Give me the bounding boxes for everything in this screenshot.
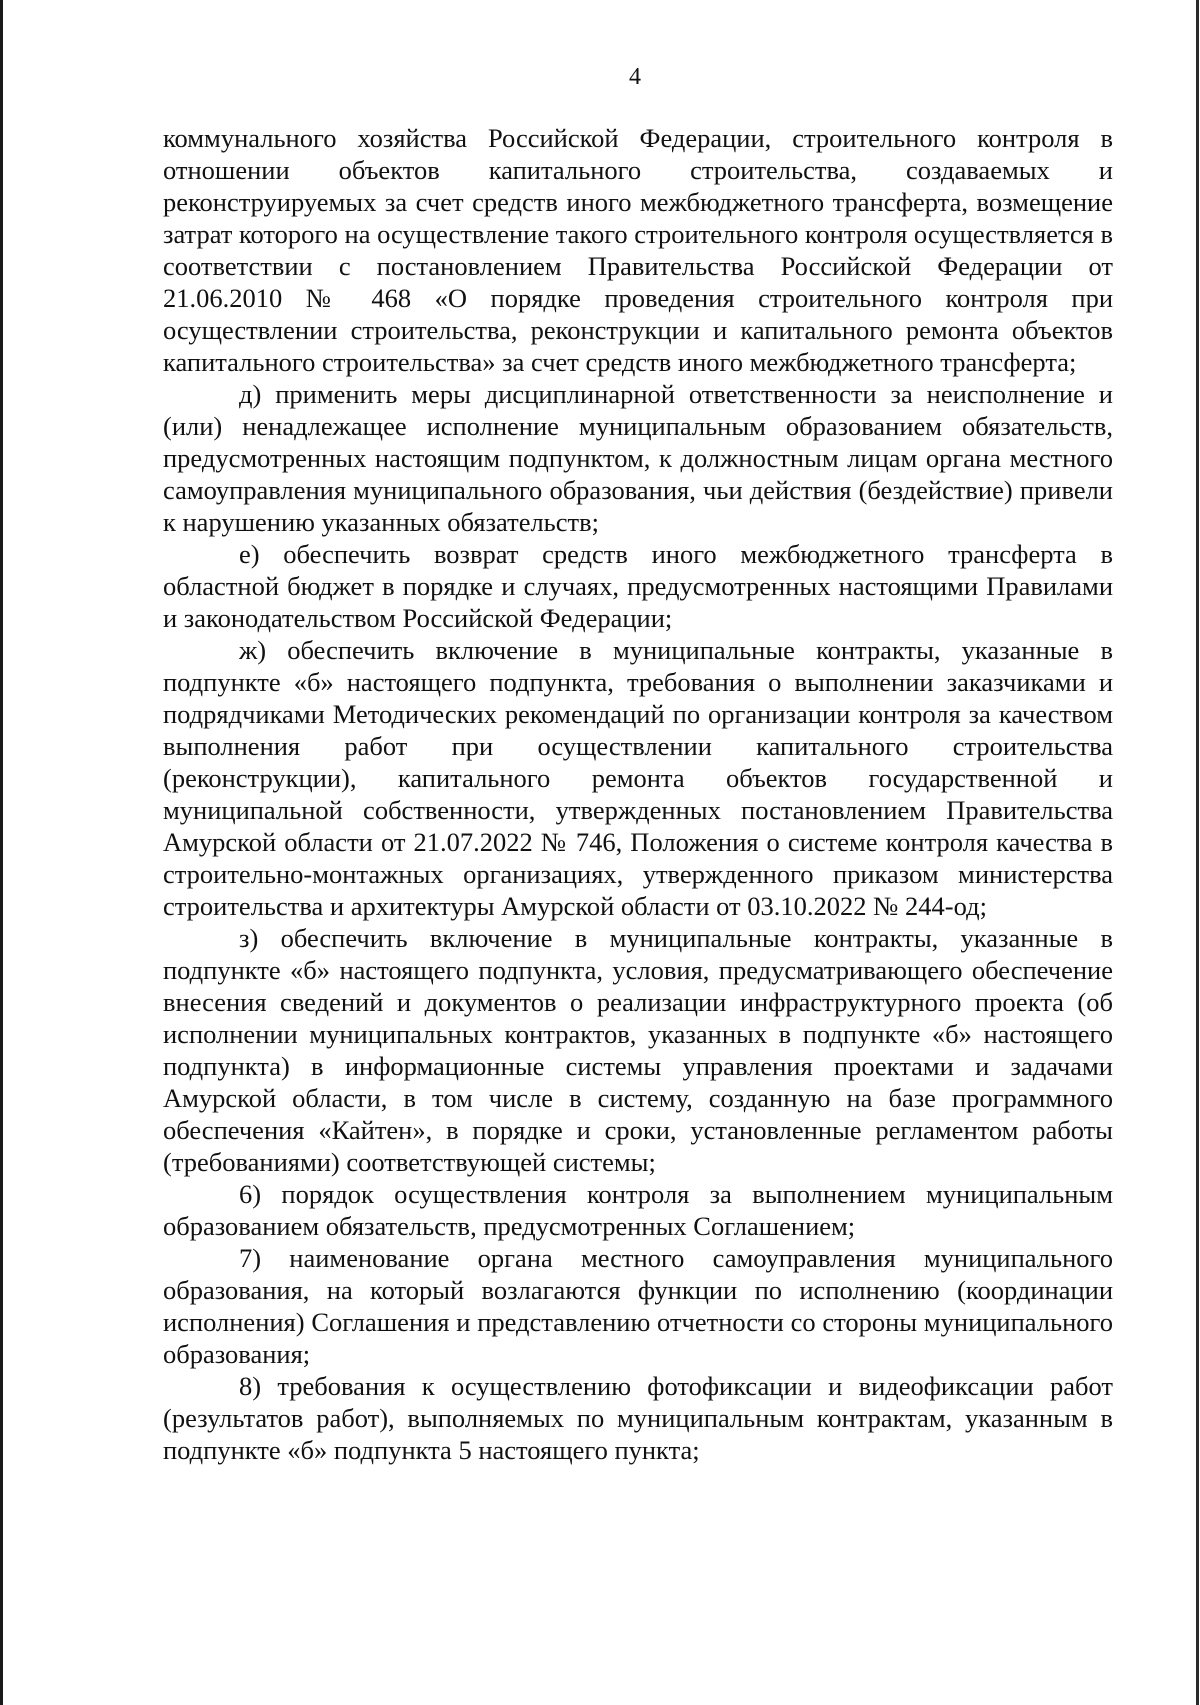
scan-edge-right bbox=[1196, 0, 1199, 1705]
page-number: 4 bbox=[629, 64, 641, 90]
document-body bbox=[163, 122, 1113, 1466]
paragraph: 6) порядок осуществления контроля за выполнением муниципальным образованием обязательств, предусмотренных Соглашением; bbox=[163, 1179, 1113, 1241]
scan-edge-left bbox=[0, 0, 3, 1705]
paragraph: е) обеспечить возврат средств иного межбюджетного трансферта в областной бюджет в порядке и случаях, предусмотренных настоящими Правилами и законодательством Российской Федерации; bbox=[163, 539, 1113, 633]
paragraph: д) применить меры дисциплинарной ответственности за неисполнение и (или) ненадлежащее исполнение муниципальным образованием обязательств, предусмотренных настоящим подпунктом, к должностным лицам органа местного самоуправления муниципального образования, чьи действия (бездействие) привели к нарушению указанных обязательств; bbox=[163, 379, 1113, 537]
paragraph: ж) обеспечить включение в муниципальные контракты, указанные в подпункте «б» настоящего подпункта, требования о выполнении заказчиками и подрядчиками Методических рекомендаций по организации контроля за качеством выполнения работ при осуществлении капитального строительства (реконструкции), капитального ремонта объектов государственной и муниципальной собственности, утвержденных постановлением Правительства Амурской области от 21.07.2022 № 746, Положения о системе контроля качества в строительно-монтажных организациях, утвержденного приказом министерства строительства и архитектуры Амурской области от 03.10.2022 № 244-од; bbox=[163, 635, 1113, 921]
paragraph: коммунального хозяйства Российской Федерации, строительного контроля в отношении объектов капитального строительства, создаваемых и реконструируемых за счет средств иного межбюджетного трансферта, возмещение затрат которого на осуществление такого строительного контроля осуществляется в соответствии с постановлением Правительства Российской Федерации от 21.06.2010 № 468 «О порядке проведения строительного контроля при осуществлении строительства, реконструкции и капитального ремонта объектов капитального строительства» за счет средств иного межбюджетного трансферта; bbox=[163, 123, 1113, 377]
paragraph: 8) требования к осуществлению фотофиксации и видеофиксации работ (результатов работ), выполняемых по муниципальным контрактам, указанным в подпункте «б» подпункта 5 настоящего пункта; bbox=[163, 1371, 1113, 1465]
paragraph: 7) наименование органа местного самоуправления муниципального образования, на который возлагаются функции по исполнению (координации исполнения) Соглашения и представлению отчетности со стороны муниципального образования; bbox=[163, 1243, 1113, 1369]
paragraph: з) обеспечить включение в муниципальные контракты, указанные в подпункте «б» настоящего подпункта, условия, предусматривающего обеспечение внесения сведений и документов о реализации инфраструктурного проекта (об исполнении муниципальных контрактов, указанных в подпункте «б» настоящего подпункта) в информационные системы управления проектами и задачами Амурской области, в том числе в систему, созданную на базе программного обеспечения «Кайтен», в порядке и сроки, установленные регламентом работы (требованиями) соответствующей системы; bbox=[163, 923, 1113, 1177]
